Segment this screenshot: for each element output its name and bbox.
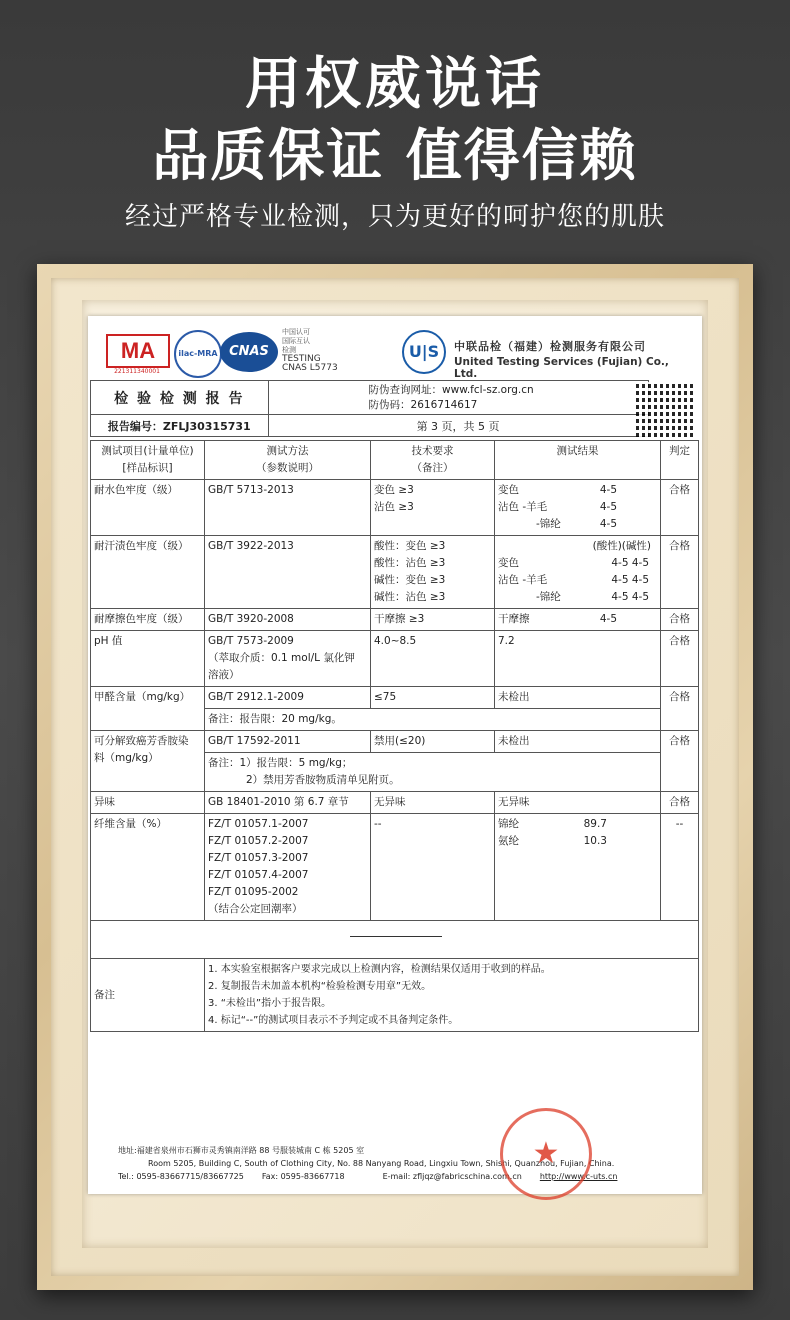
- end-divider: [350, 936, 442, 937]
- report-title: 检 验 检 测 报 告: [91, 381, 269, 415]
- logo-bar: [102, 324, 692, 380]
- page-info: 第 3 页，共 5 页: [268, 415, 648, 437]
- official-seal-stamp: [500, 1108, 592, 1200]
- table-row: 耐水色牢度（级） GB/T 5713-2013 变色 ≥3 沾色 ≥3 变色 4-5 沾色 -羊毛 4-5 -锦纶 4-5 合格: [91, 480, 699, 536]
- table-note-row: 备注：报告限：20 mg/kg。: [91, 709, 699, 731]
- ilac-mra-logo-icon: ilac-MRA: [174, 330, 222, 378]
- table-row: 耐汗渍色牢度（级） GB/T 3922-2013 酸性：变色 ≥3 酸性：沾色 ≥3 碱性：变色 ≥3 碱性：沾色 ≥3 (酸性)(碱性) 变色 4-5 4-5 沾色 -羊毛 4-5 4-5 -锦纶 4-5 4-5 合格: [91, 536, 699, 609]
- qr-code-icon: [636, 382, 696, 440]
- cma-logo-icon: MA: [106, 334, 170, 368]
- table-note-row: 备注：1）报告限：5 mg/kg； 2）禁用芳香胺物质清单见附页。: [91, 753, 699, 792]
- test-results-table: [90, 440, 699, 1032]
- seal-star-icon: ★: [532, 1136, 560, 1171]
- test-report-document: [88, 316, 702, 1194]
- uts-logo-icon: U|S: [402, 330, 446, 374]
- cnas-accreditation-text: 中国认可 国际互认 检测 TESTING CNAS L5773: [282, 328, 338, 373]
- table-header-row: 测试项目(计量单位) [样品标识] 测试方法 （参数说明） 技术要求 （备注） 测试结果 判定: [91, 441, 699, 480]
- table-row: 可分解致癌芳香胺染 料（mg/kg） GB/T 17592-2011 禁用(≤20) 未检出 合格: [91, 731, 699, 753]
- table-row: 纤维含量（%） FZ/T 01057.1-2007 FZ/T 01057.2-2007 FZ/T 01057.3-2007 FZ/T 01057.4-2007 FZ/T 01095-2002 （结合公定回潮率） -- 锦纶 89.7 氨纶 10.3 --: [91, 814, 699, 921]
- headline-secondary: 品质保证 值得信赖: [152, 124, 638, 189]
- anti-fake-info: 防伪查询网址：www.fcl-sz.org.cn 防伪码：2616714617: [268, 381, 648, 415]
- table-row: 异味 GB 18401-2010 第 6.7 章节 无异味 无异味 合格: [91, 792, 699, 814]
- cma-number: 221311340001: [114, 368, 160, 375]
- report-number: 报告编号：ZFLJ30315731: [91, 415, 269, 437]
- table-row: 甲醛含量（mg/kg） GB/T 2912.1-2009 ≤75 未检出 合格: [91, 687, 699, 709]
- table-row: 耐摩擦色牢度（级） GB/T 3920-2008 干摩擦 ≥3 干摩擦 4-5 合格: [91, 609, 699, 631]
- notes-row: 备注 1. 本实验室根据客户要求完成以上检测内容，检测结果仅适用于收到的样品。 2. 复制报告未加盖本机构“检验检测专用章”无效。 3. “未检出”指小于报告限。 4. 标记“--”的测试项目表示不予判定或不具备判定条件。: [91, 959, 699, 1032]
- report-header-table: [90, 380, 698, 437]
- table-row: pH 值 GB/T 7573-2009 （萃取介质：0.1 mol/L 氯化钾 溶液） 4.0~8.5 7.2 合格: [91, 631, 699, 687]
- company-name-cn: 中联品检（福建）检测服务有限公司: [454, 340, 646, 353]
- table-empty-row: [91, 921, 699, 959]
- footer-address: 地址:福建省泉州市石狮市灵秀镇南洋路 88 号服装城南 C 栋 5205 室 Room 5205, Building C, South of Clothing City, No. 88 Nanyang Road, Lingxiu Town, Shishi, Quanzhou, Fujian, China. Tel.: 0595-83667715/83667725 Fax: 0595-83667718 E-mail: zfljqz@fabricschina.com.cn http://www.c-uts.cn: [118, 1146, 618, 1181]
- headline-subtitle: 经过严格专业检测，只为更好的呵护您的肌肤: [124, 202, 665, 232]
- company-name-en: United Testing Services (Fujian) Co., Ltd.: [454, 356, 669, 380]
- cnas-logo-icon: CNAS: [220, 332, 278, 372]
- headline-main: 用权威说话: [245, 52, 545, 117]
